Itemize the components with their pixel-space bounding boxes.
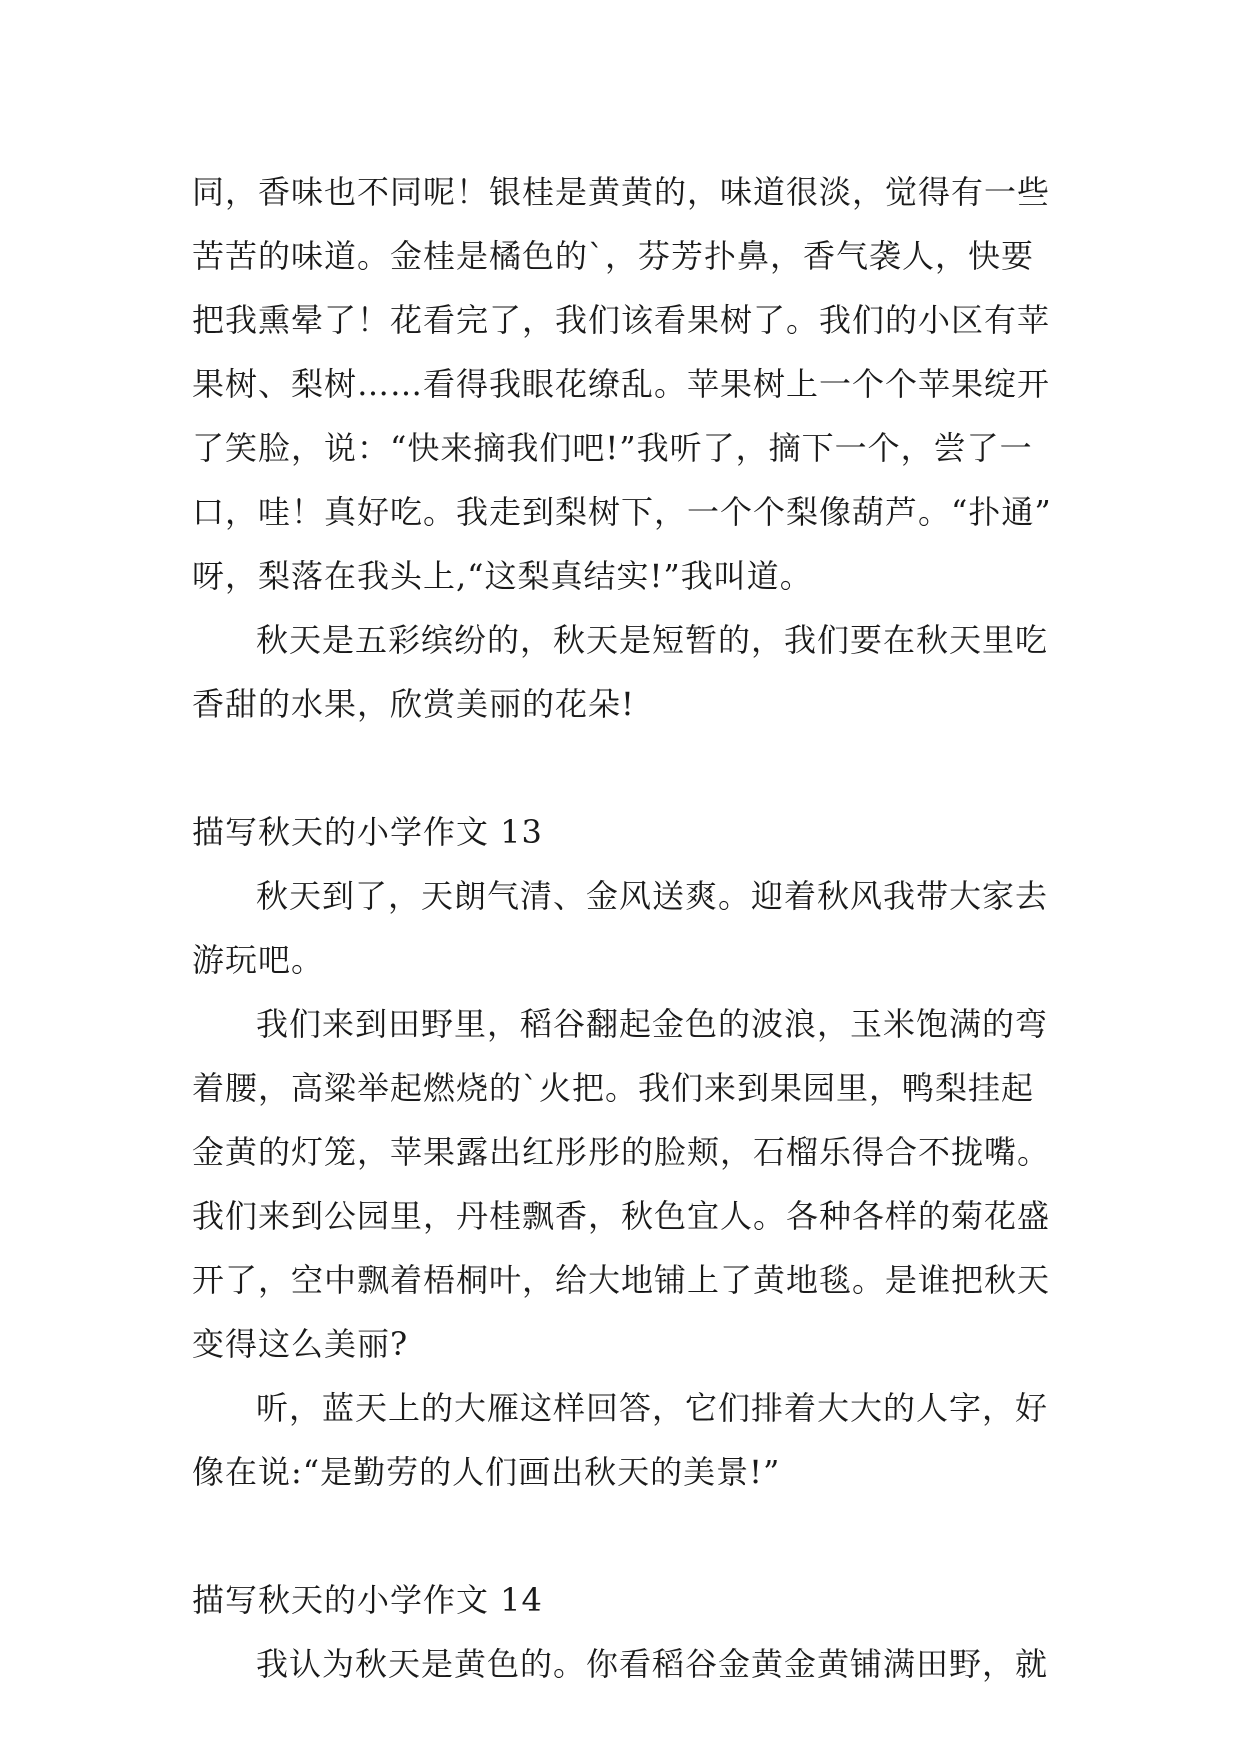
essay-13-paragraph-1 [192, 864, 1064, 992]
text-line: 像在说:“是勤劳的人们画出秋天的美景!” [192, 1453, 781, 1491]
text-line: 游玩吧。 [192, 941, 325, 979]
text-line: 呀，梨落在我头上,“这梨真结实!”我叫道。 [192, 557, 813, 595]
text-line: 同，香味也不同呢！银桂是黄黄的，味道很淡，觉得有一些 [192, 173, 1051, 211]
text-line: 开了，空中飘着梧桐叶，给大地铺上了黄地毯。是谁把秋天 [192, 1261, 1051, 1299]
spacer [192, 736, 1064, 800]
essay-13-paragraph-3 [192, 1376, 1064, 1504]
text-line: 我们来到公园里，丹桂飘香，秋色宜人。各种各样的菊花盛 [192, 1197, 1051, 1235]
text-line: 了笑脸，说：“快来摘我们吧!”我听了，摘下一个，尝了一 [192, 429, 1033, 467]
text-line: 口，哇！真好吃。我走到梨树下，一个个梨像葫芦。“扑通” [192, 493, 1052, 531]
essay-14-paragraph-1 [192, 1632, 1064, 1696]
text-line: 秋天是五彩缤纷的，秋天是短暂的，我们要在秋天里吃 [256, 621, 1049, 659]
text-line: 秋天到了，天朗气清、金风送爽。迎着秋风我带大家去 [256, 877, 1049, 915]
text-line: 金黄的灯笼，苹果露出红彤彤的脸颊，石榴乐得合不拢嘴。 [192, 1133, 1051, 1171]
essay-13-title: 描写秋天的小学作文 13 [192, 813, 543, 851]
essay-14-title: 描写秋天的小学作文 14 [192, 1581, 543, 1619]
text-line: 听，蓝天上的大雁这样回答，它们排着大大的人字，好 [256, 1389, 1049, 1427]
text-line: 果树、梨树……看得我眼花缭乱。苹果树上一个个苹果绽开 [192, 365, 1051, 403]
text-line: 香甜的水果，欣赏美丽的花朵! [192, 685, 635, 723]
spacer [192, 1504, 1064, 1568]
text-line: 苦苦的味道。金桂是橘色的`，芬芳扑鼻，香气袭人，快要 [192, 237, 1035, 275]
essay-13-paragraph-2 [192, 992, 1064, 1376]
paragraph-continued [192, 160, 1064, 608]
text-line: 变得这么美丽? [192, 1325, 409, 1363]
document-page [192, 160, 1064, 1696]
paragraph-closing [192, 608, 1064, 736]
text-line: 把我熏晕了！花看完了，我们该看果树了。我们的小区有苹 [192, 301, 1051, 339]
text-line: 我们来到田野里，稻谷翻起金色的波浪，玉米饱满的弯 [256, 1005, 1049, 1043]
text-line: 我认为秋天是黄色的。你看稻谷金黄金黄铺满田野，就 [256, 1645, 1049, 1683]
text-line: 着腰，高粱举起燃烧的`火把。我们来到果园里，鸭梨挂起 [192, 1069, 1035, 1107]
